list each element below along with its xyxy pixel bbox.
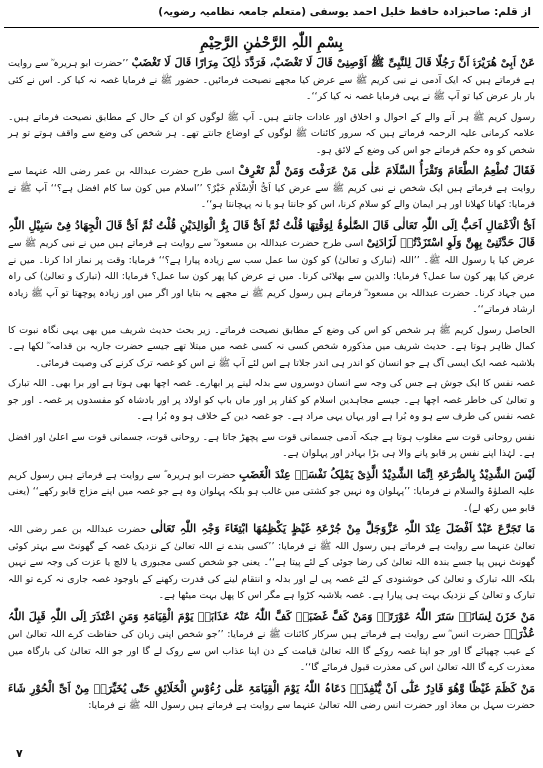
paragraph — [8, 323, 535, 373]
urdu-text: غصہ نفس کا ایک جوش ہے جس کی وجہ سے انسان دوسروں سے بدلہ لینے پر ابھارے۔ غصہ اچھا بھی ہوتا ہے اور برا بھی۔ اللہ تبارک و تعالیٰ کی خاطر غصہ اچھا ہے۔ جیسے مجاہدین اسلام کو کفار پر اور ماں باپ کو اولاد پر اور بادشاہ کو مفسدوں پر غصہ۔ اور جو غصہ نفس کی طرف سے ہو وہ بُرا ہے اور یہاں یہی مراد ہے۔ جو غصہ دین کے خلاف ہو وہ بُرا ہے۔ — [8, 378, 535, 422]
paragraph — [8, 681, 535, 715]
paragraph — [8, 163, 535, 214]
article-body — [8, 33, 535, 719]
document-page — [4, 6, 539, 762]
urdu-text: ’’حضرت ابو ہریرہ ؓ سے روایت ہے فرماتے ہیں کہ ایک آدمی نے نبی کریم ﷺ سے عرض کیا مجھے نصیحت فرمائیں۔ حضور ﷺ نے فرمایا غصہ نہ کیا کر۔ اس نے کئی بار بار عرض کیا تو آپ ﷺ نے یہی فرمایا غصہ نہ کیا کر‘‘۔ — [8, 58, 535, 102]
paragraph — [8, 376, 535, 426]
page-number: ۷ — [16, 747, 23, 760]
arabic-text: مَنْ کَظَمَ غَیْظًا وَّھُوَ قَادِرٌ عَلٰٓی اَنْ یُّنْفِذَہٗ دَعَاہُ اللّٰہُ یَوْمَ الْقِیَامَۃِ عَلٰی رُءُوْسِ الْخَلَائِقِ حَتّٰی یُخَیِّرَہٗ مِنْ اَیِّ الْحُوْرِ شَاءَ — [8, 681, 535, 695]
urdu-text: رسول کریم ﷺ ہر آنے والے کے احوال و اخلاق اور عادات جانتے ہیں۔ آپ ﷺ لوگوں کو ان کے حال کے مطابق نصیحت فرماتے ہیں۔ علامہ کرمانی علیہ الرحمہ فرماتے ہیں کہ سرور کائنات ﷺ لوگوں کے اوضاع جانتے تھے۔ ہر شخص کی وضع سے واقف ہوتے تو ہر شخص کو وہ حکم فرماتے جو اس کی وضع کے لائق ہو۔ — [8, 111, 535, 156]
urdu-text: الحاصل رسول کریم ﷺ ہر شخص کو اس کی وضع کے مطابق نصیحت فرماتے۔ زیر بحث حدیث شریف میں بھی یہی نگاہ نبوت کا کمال ظاہر ہوتا ہے۔ حدیث شریف میں مذکورہ شخص کسی نہ کسی غصہ میں مبتلا تھے جیسے حضرت جاریہ بن قدامہ ؓ لکھا ہے۔ بلاشبہ غصہ ایک ایسی آگ ہے جو انسان کو اندر ہی اندر جلاتا ہے اس لئے آپ ﷺ نے اس کو غصہ ترک کرنے کی وصیت فرمائی۔ — [8, 324, 535, 369]
author-byline: از قلم: صاحبزادہ حافظ خلیل احمد یوسفی (متعلم جامعہ نظامیہ رضویہ) — [158, 6, 531, 18]
arabic-text: عَنْ اَبِیْ ھُرَیْرَۃَ اَنَّ رَجُلًا قَالَ لِلنَّبِیِّ ﷺ اَوْصِنِیْ قَالَ لَا تَغْضَبْ، فَرَدَّدَ ذٰلِکَ مِرَارًا قَالَ لَا تَغْضَبْ — [131, 56, 535, 69]
arabic-text: فَقَالَ تُطْعِمُ الطَّعَامَ وَتَقْرَأُ السَّلَامَ عَلٰی مَنْ عَرَفْتَ وَمَنْ لَّمْ تَعْرِفْ — [238, 164, 535, 177]
arabic-text: مَا تَجَرَّعَ عَبْدٌ اَفْضَلَ عِنْدَ اللّٰہِ عَزَّوَجَلَّ مِنْ جُرْعَۃِ غَیْظٍ یَکْظِمُھَا ابْتِغَاءَ وَجْہِ اللّٰہِ تَعَالٰی — [150, 522, 535, 535]
paragraph — [8, 110, 535, 160]
paragraph — [8, 218, 535, 319]
urdu-text: حضرت عبداللہ بن عمر رضی اللہ تعالیٰ عنہما سے روایت ہے فرماتے ہیں رسول اللہ ﷺ نے فرمایا: ’’کسی بندے نے اللہ تعالیٰ کے نزدیک غصہ کے گھونٹ سے بہتر کوئی گھونٹ نہیں پیا جسے بندہ اللہ تعالیٰ کی رضا جوئی کے لئے پیتا ہے‘‘۔ یعنی جو شخص کسی مجبوری یا لالچ یا عزت کی وجہ سے نہیں بلکہ اللہ تبارک و تعالیٰ کی خوشنودی کے لئے غصہ پی لے اور بدلہ و انتقام لینے کی قدرت رکھنے کے باوجود غصہ جاری نہ کرے تو اللہ تبارک و تعالیٰ کے نزدیک بہت ہی پیارا ہے۔ غصہ بلاشبہ کڑوا ہے مگر اس کا پھل بہت میٹھا ہے۔ — [8, 524, 535, 601]
urdu-text: نفس روحانی قوت سے مغلوب ہوتا ہے جبکہ آدمی جسمانی قوت سے پچھڑ جاتا ہے۔ روحانی قوت، جسمانی قوت سے اعلیٰ اور افضل ہے۔ لہٰذا اپنے نفس پر قابو پانے والا ہی بڑا بہادر اور پہلوان ہے۔ — [8, 431, 535, 459]
paragraph — [8, 467, 535, 518]
urdu-text: حضرت ابو ہریرہ ؓ سے روایت ہے فرماتے ہیں رسول کریم علیہ الصلوٰۃ والسلام نے فرمایا: ’’پہلوان وہ نہیں جو کشتی میں غالب ہو بلکہ پہلوان وہ ہے جو غصہ میں اپنے مزاج قابو رکھے‘‘ (یعنی قابو میں رکھ لے)۔ — [8, 469, 535, 514]
arabic-text: لَیْسَ الشَّدِیْدُ بِالصُّرَعَۃِ اِنَّمَا الشَّدِیْدُ الَّذِیْ یَمْلِکُ نَفْسَہٗ عِنْدَ الْغَضَبِ — [238, 467, 535, 481]
paragraph — [8, 430, 535, 463]
arabic-text: مَنْ خَزَنَ لِسَانَہٗ سَتَرَ اللّٰہُ عَوْرَتَہٗ وَمَنْ کَفَّ غَضَبَہٗ کَفَّ اللّٰہُ عَنْہُ عَذَابَہٗ یَوْمَ الْقِیَامَۃِ وَمَنِ اعْتَذَرَ اِلَی اللّٰہِ قَبِلَ اللّٰہُ عُذْرَہٗ — [8, 609, 535, 640]
urdu-text: اسی طرح حضرت عبداللہ بن مسعود ؓ سے روایت ہے فرماتے ہیں میں نے نبی کریم ﷺ سے عرض کیا یا رسول اللہ ﷺ۔ ’’اللہ (تبارک و تعالیٰ) کو کون سا عمل سب سے زیادہ پیارا ہے؟‘‘ فرمایا: وقت پر نماز ادا کرنا۔ میں نے عرض کیا پھر کون سا عمل؟ فرمایا: والدین سے بھلائی کرنا۔ میں نے عرض کیا پھر کون سا عمل؟ فرمایا: اللہ (تبارک و تعالیٰ) کی راہ میں جہاد کرنا۔ حضرت عبداللہ بن مسعود ؓ فرماتے ہیں رسول کریم ﷺ نے مجھے یہ بتایا اور اگر میں اور زیادہ پوچھتا تو آپ ﷺ زیادہ ارشاد فرماتے‘‘۔ — [8, 238, 535, 315]
bismillah-heading: بِسْمِ اللّٰہِ الرَّحْمٰنِ الرَّحِیْمِ — [200, 35, 343, 51]
urdu-text: اسی طرح حضرت عبداللہ بن عمر رضی اللہ عنہما سے روایت ہے فرماتے ہیں ایک شخص نے نبی کریم ﷺ سے عرض کیا اَیُّ الْاِسْلَامِ خَیْرٌ؟ ’’اسلام میں کون سا کام افضل ہے؟‘‘ آپ ﷺ نے فرمایا: کھانا کھلانا اور ہر ایمان والے کو سلام کرنا، اس کو جانتا ہو یا نہ پہچانتا ہو‘‘۔ — [8, 166, 535, 210]
paragraph-list — [8, 55, 535, 715]
paragraph — [8, 521, 535, 605]
urdu-text: حضرت سہل بن معاذ اور حضرت انس رضی اللہ تعالیٰ عنہما سے روایت ہے فرماتے ہیں رسول اللہ ﷺ نے فرمایا: — [88, 700, 535, 711]
paragraph — [8, 55, 535, 106]
urdu-text: حضرت انس ؓ سے روایت ہے فرماتے ہیں سرکار کائنات ﷺ نے فرمایا: ’’جو شخص اپنی زبان کی حفاظت کرے اللہ تعالیٰ اس کے عیب چھپائے گا اور جو اپنا غصہ روکے گا اللہ تعالیٰ قیامت کے دن اپنا عذاب اس سے روک لے گا اور جو اللہ تعالیٰ کی بارگاہ میں معذرت کرے گا اللہ تعالیٰ اس کی معذرت قبول فرمائے گا‘‘۔ — [8, 629, 535, 673]
arabic-text: اَیُّ الْاَعْمَالِ اَحَبُّ اِلَی اللّٰہِ تَعَالٰی قَالَ الصَّلٰوۃُ لِوَقْتِھَا قُلْتُ ثُمَّ اَیٌّ قَالَ بِرُّ الْوَالِدَیْنِ قُلْتُ ثُمَّ اَیٌّ قَالَ الْجِھَادُ فِیْ سَبِیْلِ اللّٰہِ قَالَ حَدَّثَنِیْ بِھِنَّ وَلَوِ اسْتَزَدْتُہٗ لَزَادَنِیْ — [8, 218, 536, 249]
paragraph — [8, 609, 535, 677]
header-divider — [4, 27, 539, 28]
